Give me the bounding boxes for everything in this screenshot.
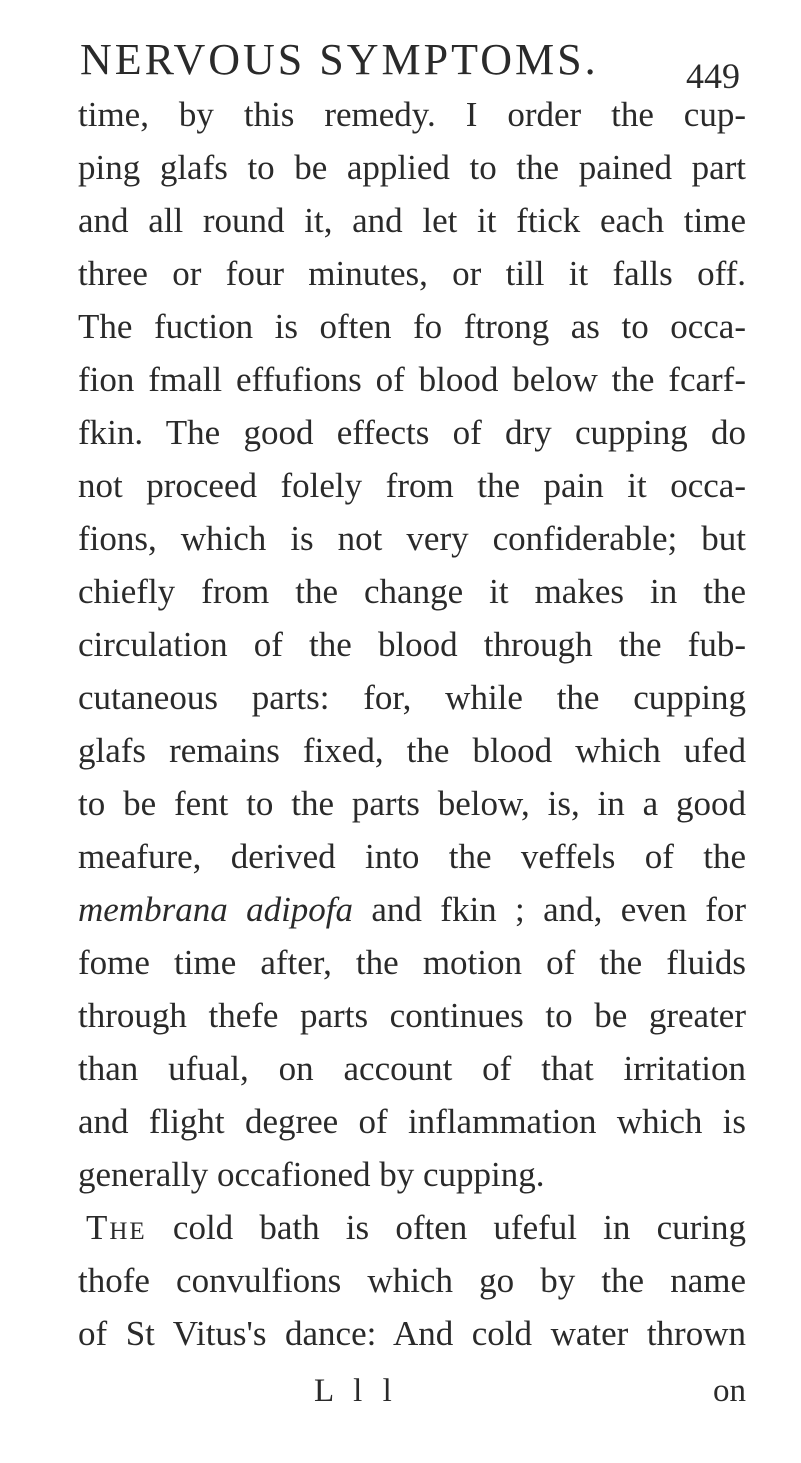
text-line: than ufual, on account of that irritation: [78, 1049, 746, 1088]
paragraph-opening: The: [86, 1208, 147, 1247]
text-line: fkin. The good effects of dry cupping do: [78, 413, 746, 452]
text-line: generally occafioned by cupping.: [78, 1155, 545, 1194]
text-line: to be fent to the parts below, is, in a good: [78, 784, 746, 823]
text-line: chiefly from the change it makes in the: [78, 572, 746, 611]
text-line: thofe convulfions which go by the name: [78, 1261, 746, 1300]
text-line: meafure, derived into the veffels of the: [78, 837, 746, 876]
text-line: and all round it, and let it ftick each time: [78, 201, 746, 240]
running-head: NERVOUS SYMPTOMS.: [80, 35, 599, 84]
text-line: circulation of the blood through the fub-: [78, 625, 746, 664]
body-text: [78, 88, 746, 1360]
text-line: time, by this remedy. I order the cup-: [78, 95, 746, 134]
signature-mark: L l l: [314, 1373, 398, 1409]
italic-term: membrana adipofa: [78, 890, 354, 929]
text-line: fome time after, the motion of the fluids: [78, 943, 746, 982]
text-line: [78, 1201, 746, 1254]
text-line: [78, 883, 746, 936]
page-header: [80, 30, 740, 96]
line-rest: cold bath is often ufeful in curing: [146, 1208, 746, 1247]
text-line: three or four minutes, or till it falls off.: [78, 254, 746, 293]
text-line: and flight degree of inflammation which is: [78, 1102, 746, 1141]
text-line: fions, which is not very confiderable; but: [78, 519, 746, 558]
text-line: through thefe parts continues to be greater: [78, 996, 746, 1035]
page-footer: [78, 1366, 746, 1416]
catchword: on: [713, 1373, 746, 1409]
line-rest: and fkin ; and, even for: [353, 890, 746, 929]
text-line: cutaneous parts: for, while the cupping: [78, 678, 746, 717]
text-line: The fuction is often fo ftrong as to occa-: [78, 307, 746, 346]
text-line: of St Vitus's dance: And cold water thrown: [78, 1314, 746, 1353]
text-line: glafs remains fixed, the blood which ufed: [78, 731, 746, 770]
text-line: fion fmall effufions of blood below the fcarf-: [78, 360, 746, 399]
text-line: not proceed folely from the pain it occa-: [78, 466, 746, 505]
text-line: ping glafs to be applied to the pained part: [78, 148, 746, 187]
page-number: 449: [686, 56, 740, 96]
